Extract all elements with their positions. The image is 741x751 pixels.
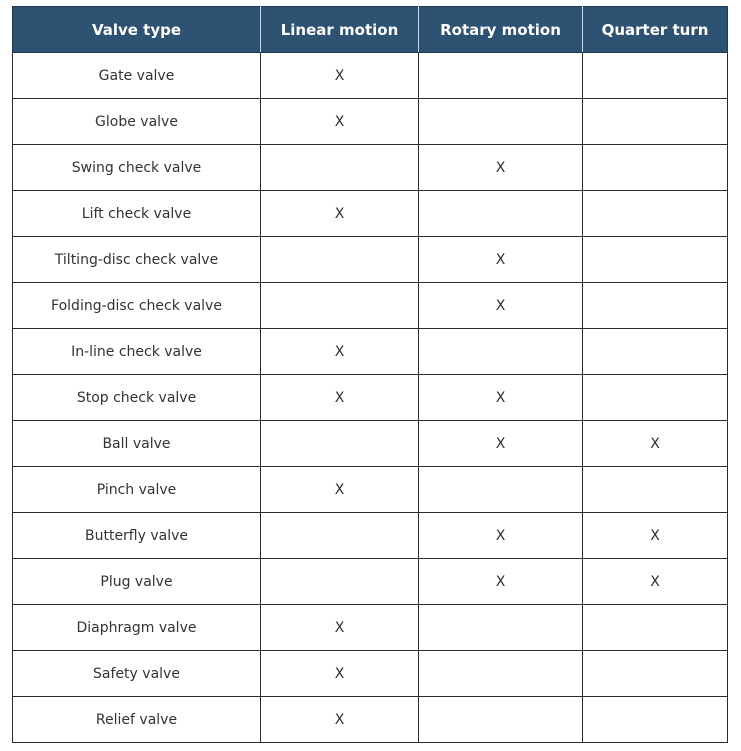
table-row xyxy=(13,605,728,651)
table-row xyxy=(13,651,728,697)
quarter-turn-cell xyxy=(583,605,728,651)
valve-name-cell: Folding-disc check valve xyxy=(13,283,261,329)
linear-motion-cell: X xyxy=(261,53,419,99)
linear-motion-cell xyxy=(261,283,419,329)
rotary-motion-cell xyxy=(419,99,583,145)
table-row xyxy=(13,283,728,329)
rotary-motion-cell: X xyxy=(419,513,583,559)
rotary-motion-cell xyxy=(419,191,583,237)
rotary-motion-cell xyxy=(419,651,583,697)
linear-motion-cell xyxy=(261,513,419,559)
table-row xyxy=(13,697,728,743)
header-row xyxy=(13,7,728,53)
table-row xyxy=(13,559,728,605)
table-row xyxy=(13,145,728,191)
table-body xyxy=(13,53,728,743)
rotary-motion-cell: X xyxy=(419,283,583,329)
rotary-motion-cell: X xyxy=(419,559,583,605)
linear-motion-cell xyxy=(261,421,419,467)
rotary-motion-cell xyxy=(419,53,583,99)
quarter-turn-cell xyxy=(583,145,728,191)
quarter-turn-cell xyxy=(583,237,728,283)
valve-name-cell: In-line check valve xyxy=(13,329,261,375)
quarter-turn-cell xyxy=(583,651,728,697)
valve-name-cell: Butterfly valve xyxy=(13,513,261,559)
table-row xyxy=(13,237,728,283)
valve-name-cell: Globe valve xyxy=(13,99,261,145)
valve-name-cell: Ball valve xyxy=(13,421,261,467)
linear-motion-cell: X xyxy=(261,697,419,743)
table-row xyxy=(13,467,728,513)
quarter-turn-cell xyxy=(583,329,728,375)
linear-motion-cell: X xyxy=(261,605,419,651)
table-header xyxy=(13,7,728,53)
linear-motion-cell xyxy=(261,237,419,283)
valve-name-cell: Safety valve xyxy=(13,651,261,697)
linear-motion-cell xyxy=(261,145,419,191)
header-linear-motion: Linear motion xyxy=(261,7,419,53)
valve-name-cell: Gate valve xyxy=(13,53,261,99)
valve-name-cell: Pinch valve xyxy=(13,467,261,513)
quarter-turn-cell xyxy=(583,53,728,99)
rotary-motion-cell xyxy=(419,605,583,651)
quarter-turn-cell: X xyxy=(583,513,728,559)
table-row xyxy=(13,421,728,467)
rotary-motion-cell: X xyxy=(419,375,583,421)
rotary-motion-cell xyxy=(419,329,583,375)
table-row xyxy=(13,99,728,145)
table-row xyxy=(13,53,728,99)
quarter-turn-cell xyxy=(583,467,728,513)
valve-name-cell: Tilting-disc check valve xyxy=(13,237,261,283)
linear-motion-cell: X xyxy=(261,99,419,145)
quarter-turn-cell xyxy=(583,283,728,329)
quarter-turn-cell: X xyxy=(583,421,728,467)
linear-motion-cell: X xyxy=(261,651,419,697)
linear-motion-cell: X xyxy=(261,467,419,513)
table-row xyxy=(13,191,728,237)
linear-motion-cell xyxy=(261,559,419,605)
linear-motion-cell: X xyxy=(261,329,419,375)
table-row xyxy=(13,513,728,559)
header-quarter-turn: Quarter turn xyxy=(583,7,728,53)
rotary-motion-cell: X xyxy=(419,237,583,283)
quarter-turn-cell: X xyxy=(583,559,728,605)
quarter-turn-cell xyxy=(583,375,728,421)
linear-motion-cell: X xyxy=(261,375,419,421)
rotary-motion-cell: X xyxy=(419,145,583,191)
header-valve-type: Valve type xyxy=(13,7,261,53)
valve-name-cell: Plug valve xyxy=(13,559,261,605)
valve-name-cell: Stop check valve xyxy=(13,375,261,421)
valve-motion-table xyxy=(12,6,728,743)
valve-name-cell: Swing check valve xyxy=(13,145,261,191)
table-row xyxy=(13,329,728,375)
rotary-motion-cell: X xyxy=(419,421,583,467)
quarter-turn-cell xyxy=(583,99,728,145)
quarter-turn-cell xyxy=(583,697,728,743)
rotary-motion-cell xyxy=(419,697,583,743)
rotary-motion-cell xyxy=(419,467,583,513)
quarter-turn-cell xyxy=(583,191,728,237)
valve-name-cell: Diaphragm valve xyxy=(13,605,261,651)
valve-name-cell: Relief valve xyxy=(13,697,261,743)
valve-name-cell: Lift check valve xyxy=(13,191,261,237)
header-rotary-motion: Rotary motion xyxy=(419,7,583,53)
linear-motion-cell: X xyxy=(261,191,419,237)
table-row xyxy=(13,375,728,421)
